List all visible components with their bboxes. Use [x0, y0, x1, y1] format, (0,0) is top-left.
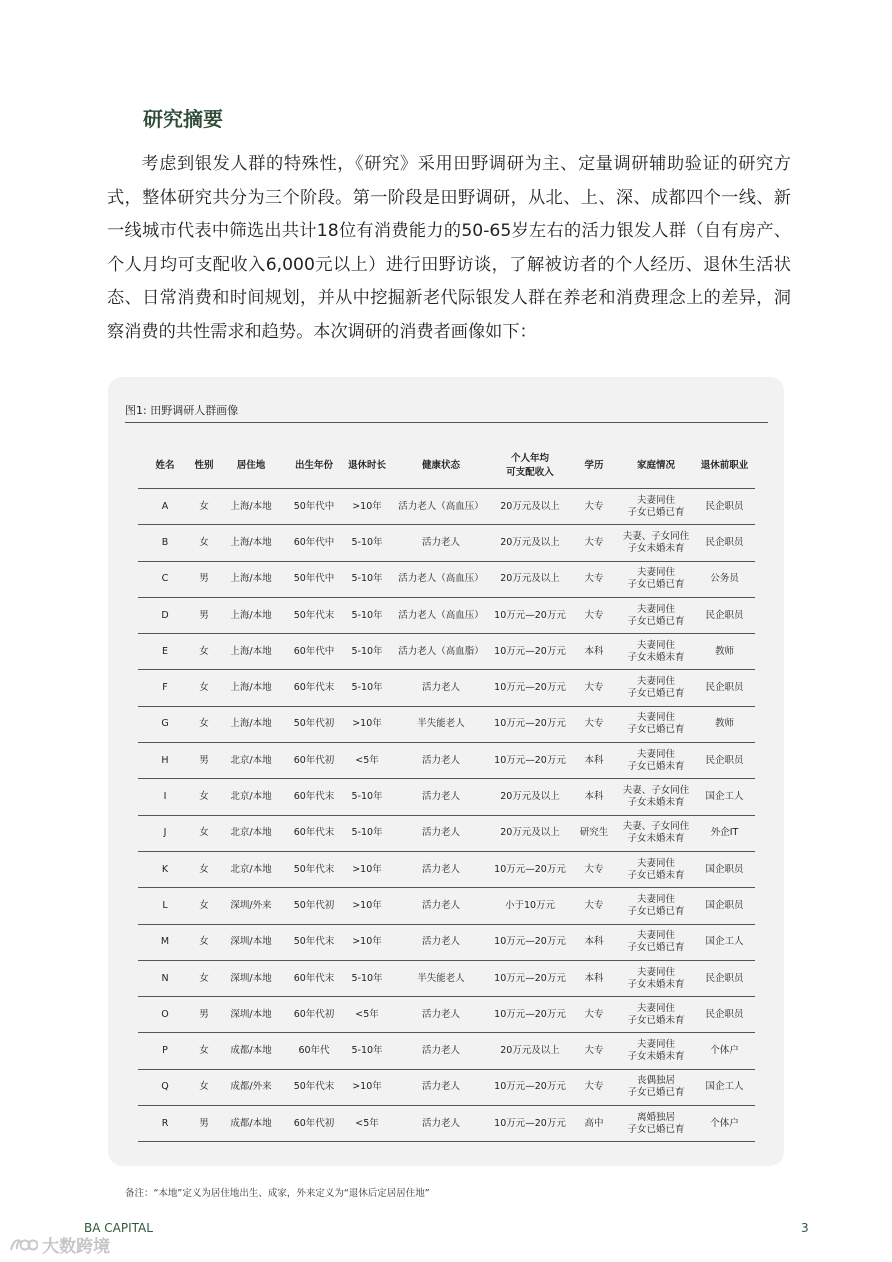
table-cell: >10年 [342, 706, 392, 742]
table-cell: 活力老人 [392, 1033, 490, 1069]
table-header-row [138, 443, 755, 489]
table-cell: 上海/本地 [216, 561, 286, 597]
table-cell: 本科 [570, 960, 618, 996]
table-cell: 研究生 [570, 815, 618, 851]
table-cell: G [138, 706, 192, 742]
table-cell: 大专 [570, 597, 618, 633]
table-cell: 公务员 [694, 561, 755, 597]
table-cell: 民企职员 [694, 597, 755, 633]
table-cell: 夫妻同住 子女未婚未育 [618, 1033, 694, 1069]
table-cell: 成都/本地 [216, 1106, 286, 1142]
table-cell: 女 [192, 851, 216, 887]
table-cell: 深圳/本地 [216, 924, 286, 960]
table-cell: 国企工人 [694, 1069, 755, 1105]
table-cell: 上海/本地 [216, 634, 286, 670]
table-cell: 深圳/本地 [216, 960, 286, 996]
table-cell: 20万元及以上 [490, 815, 570, 851]
table-cell: 上海/本地 [216, 670, 286, 706]
table-cell: 60年代初 [286, 997, 342, 1033]
table-cell: 5-10年 [342, 525, 392, 561]
table-cell: 大专 [570, 997, 618, 1033]
column-header: 健康状态 [392, 443, 490, 489]
table-cell: 活力老人（高血脂） [392, 634, 490, 670]
table-cell: 活力老人 [392, 743, 490, 779]
table-cell: 活力老人 [392, 525, 490, 561]
table-cell: 男 [192, 561, 216, 597]
table-cell: 高中 [570, 1106, 618, 1142]
table-cell: 大专 [570, 525, 618, 561]
table-cell: 民企职员 [694, 960, 755, 996]
table-cell: 活力老人（高血压） [392, 597, 490, 633]
table-cell: 活力老人 [392, 779, 490, 815]
column-header: 退休前职业 [694, 443, 755, 489]
table-cell: 活力老人 [392, 997, 490, 1033]
table-cell: 60年代末 [286, 960, 342, 996]
table-cell: C [138, 561, 192, 597]
table-row [138, 743, 755, 779]
persona-table [138, 443, 755, 1142]
section-title: 研究摘要 [143, 107, 223, 131]
table-cell: 深圳/本地 [216, 997, 286, 1033]
table-cell: 大专 [570, 670, 618, 706]
table-cell: 女 [192, 670, 216, 706]
table-cell: 女 [192, 1033, 216, 1069]
table-cell: 50年代中 [286, 489, 342, 525]
table-cell: 上海/本地 [216, 706, 286, 742]
table-cell: 女 [192, 1069, 216, 1105]
footer-brand: BA CAPITAL [84, 1221, 153, 1235]
body-paragraph: 考虑到银发人群的特殊性，《研究》采用田野调研为主、定量调研辅助验证的研究方式，整体研究共分为三个阶段。第一阶段是田野调研，从北、上、深、成都四个一线、新一线城市代表中筛选出共计18位有消费能力的50-65岁左右的活力银发人群（自有房产、个人月均可支配收入6,000元以上）进行田野访谈，了解被访者的个人经历、退休生活状态、日常消费和时间规划，并从中挖掘新老代际银发人群在养老和消费理念上的差异，洞察消费的共性需求和趋势。本次调研的消费者画像如下： [107, 154, 791, 342]
table-cell: 夫妻同住 子女已婚已育 [618, 561, 694, 597]
table-cell: 20万元及以上 [490, 489, 570, 525]
table-row [138, 888, 755, 924]
table-cell: 北京/本地 [216, 743, 286, 779]
table-row [138, 924, 755, 960]
table-cell: 60年代初 [286, 1106, 342, 1142]
table-cell: 50年代末 [286, 851, 342, 887]
table-cell: N [138, 960, 192, 996]
table-cell: 女 [192, 888, 216, 924]
table-cell: 女 [192, 779, 216, 815]
table-cell: 活力老人（高血压） [392, 489, 490, 525]
table-cell: 北京/本地 [216, 815, 286, 851]
table-cell: 5-10年 [342, 815, 392, 851]
table-cell: 20万元及以上 [490, 1033, 570, 1069]
table-cell: 5-10年 [342, 779, 392, 815]
table-cell: 10万元—20万元 [490, 924, 570, 960]
column-header: 个人年均 可支配收入 [490, 443, 570, 489]
table-cell: P [138, 1033, 192, 1069]
table-cell: 男 [192, 597, 216, 633]
table-cell: 夫妻、子女同住 子女未婚未育 [618, 525, 694, 561]
table-cell: 大专 [570, 489, 618, 525]
table-cell: 半失能老人 [392, 960, 490, 996]
table-cell: 活力老人 [392, 815, 490, 851]
table-cell: 活力老人 [392, 924, 490, 960]
table-cell: 国企工人 [694, 779, 755, 815]
table-cell: 夫妻、子女同住 子女未婚未育 [618, 815, 694, 851]
table-cell: 10万元—20万元 [490, 634, 570, 670]
table-cell: >10年 [342, 1069, 392, 1105]
table-cell: 成都/本地 [216, 1033, 286, 1069]
table-cell: 国企职员 [694, 851, 755, 887]
table-cell: E [138, 634, 192, 670]
table-cell: 民企职员 [694, 743, 755, 779]
table-row [138, 960, 755, 996]
table-cell: 个体户 [694, 1106, 755, 1142]
table-row [138, 561, 755, 597]
table-cell: F [138, 670, 192, 706]
table-cell: 男 [192, 997, 216, 1033]
table-cell: 夫妻同住 子女已婚已育 [618, 597, 694, 633]
table-cell: 夫妻同住 子女已婚已育 [618, 670, 694, 706]
table-cell: 男 [192, 743, 216, 779]
table-cell: 本科 [570, 924, 618, 960]
table-cell: 夫妻同住 子女已婚已育 [618, 706, 694, 742]
table-cell: M [138, 924, 192, 960]
table-cell: 民企职员 [694, 489, 755, 525]
table-cell: D [138, 597, 192, 633]
table-cell: 10万元—20万元 [490, 997, 570, 1033]
table-cell: 60年代 [286, 1033, 342, 1069]
table-cell: 10万元—20万元 [490, 597, 570, 633]
table-row [138, 489, 755, 525]
table-cell: 10万元—20万元 [490, 960, 570, 996]
table-cell: 深圳/外来 [216, 888, 286, 924]
table-cell: 50年代末 [286, 597, 342, 633]
table-cell: 5-10年 [342, 960, 392, 996]
table-cell: 大专 [570, 1033, 618, 1069]
table-cell: 20万元及以上 [490, 779, 570, 815]
table-cell: 上海/本地 [216, 525, 286, 561]
table-cell: 民企职员 [694, 997, 755, 1033]
table-cell: 女 [192, 489, 216, 525]
table-cell: 活力老人 [392, 851, 490, 887]
table-cell: 5-10年 [342, 597, 392, 633]
table-cell: 教师 [694, 706, 755, 742]
table-cell: 半失能老人 [392, 706, 490, 742]
table-cell: 女 [192, 815, 216, 851]
table-cell: 国企职员 [694, 888, 755, 924]
table-cell: J [138, 815, 192, 851]
table-cell: L [138, 888, 192, 924]
watermark [8, 1232, 110, 1257]
table-cell: >10年 [342, 888, 392, 924]
column-header: 学历 [570, 443, 618, 489]
column-header: 家庭情况 [618, 443, 694, 489]
table-cell: 5-10年 [342, 634, 392, 670]
table-row [138, 597, 755, 633]
page-number: 3 [801, 1221, 809, 1235]
table-cell: I [138, 779, 192, 815]
table-cell: K [138, 851, 192, 887]
table-cell: 女 [192, 706, 216, 742]
table-row [138, 525, 755, 561]
table-cell: 10万元—20万元 [490, 706, 570, 742]
table-cell: 上海/本地 [216, 597, 286, 633]
table-cell: 夫妻同住 子女已婚未育 [618, 997, 694, 1033]
table-cell: 本科 [570, 634, 618, 670]
table-cell: 5-10年 [342, 670, 392, 706]
table-cell: 20万元及以上 [490, 561, 570, 597]
table-cell: 50年代末 [286, 1069, 342, 1105]
table-cell: 上海/本地 [216, 489, 286, 525]
column-header: 居住地 [216, 443, 286, 489]
table-cell: 女 [192, 960, 216, 996]
table-cell: H [138, 743, 192, 779]
table-cell: 10万元—20万元 [490, 851, 570, 887]
table-cell: <5年 [342, 1106, 392, 1142]
table-cell: A [138, 489, 192, 525]
table-cell: 女 [192, 634, 216, 670]
table-cell: 5-10年 [342, 561, 392, 597]
table-cell: 民企职员 [694, 525, 755, 561]
table-cell: 10万元—20万元 [490, 670, 570, 706]
table-cell: 丧偶独居 子女已婚已育 [618, 1069, 694, 1105]
table-cell: 夫妻同住 子女已婚已育 [618, 489, 694, 525]
table-row [138, 779, 755, 815]
table-cell: 夫妻、子女同住 子女未婚未育 [618, 779, 694, 815]
table-cell: R [138, 1106, 192, 1142]
table-cell: 夫妻同住 子女未婚未育 [618, 634, 694, 670]
table-cell: 夫妻同住 子女已婚已育 [618, 924, 694, 960]
figure-footnote: 备注：“本地”定义为居住地出生、成家，外来定义为“退休后定居居住地” [125, 1188, 430, 1199]
table-cell: 小于10万元 [490, 888, 570, 924]
column-header: 退休时长 [342, 443, 392, 489]
table-cell: Q [138, 1069, 192, 1105]
figure-title-rule [125, 422, 768, 423]
table-cell: 50年代末 [286, 924, 342, 960]
table-cell: 50年代中 [286, 561, 342, 597]
table-row [138, 851, 755, 887]
table-cell: 本科 [570, 779, 618, 815]
table-cell: 女 [192, 924, 216, 960]
table-cell: 大专 [570, 888, 618, 924]
table-row [138, 1033, 755, 1069]
table-cell: 20万元及以上 [490, 525, 570, 561]
table-cell: 大专 [570, 706, 618, 742]
table-cell: O [138, 997, 192, 1033]
table-row [138, 634, 755, 670]
table-cell: 成都/外来 [216, 1069, 286, 1105]
table-cell: 教师 [694, 634, 755, 670]
table-cell: 60年代中 [286, 634, 342, 670]
table-cell: 大专 [570, 561, 618, 597]
table-row [138, 1106, 755, 1142]
table-cell: >10年 [342, 924, 392, 960]
watermark-logo-icon [8, 1235, 38, 1255]
table-cell: 50年代初 [286, 888, 342, 924]
table-row [138, 815, 755, 851]
table-cell: 外企IT [694, 815, 755, 851]
watermark-text: 大数跨境 [42, 1237, 110, 1257]
table-cell: 活力老人 [392, 1069, 490, 1105]
table-cell: 夫妻同住 子女未婚未育 [618, 960, 694, 996]
column-header: 姓名 [138, 443, 192, 489]
table-cell: 北京/本地 [216, 779, 286, 815]
table-cell: 大专 [570, 1069, 618, 1105]
table-cell: 国企工人 [694, 924, 755, 960]
table-cell: 夫妻同住 子女已婚未育 [618, 743, 694, 779]
table-cell: 5-10年 [342, 1033, 392, 1069]
table-cell: 北京/本地 [216, 851, 286, 887]
table-cell: 60年代中 [286, 525, 342, 561]
table-cell: 女 [192, 525, 216, 561]
table-cell: 本科 [570, 743, 618, 779]
table-cell: 10万元—20万元 [490, 1069, 570, 1105]
table-row [138, 1069, 755, 1105]
table-row [138, 670, 755, 706]
column-header: 性别 [192, 443, 216, 489]
table-cell: 活力老人 [392, 888, 490, 924]
table-cell: <5年 [342, 997, 392, 1033]
table-cell: 活力老人 [392, 1106, 490, 1142]
table-cell: B [138, 525, 192, 561]
column-header: 出生年份 [286, 443, 342, 489]
table-cell: 男 [192, 1106, 216, 1142]
table-row [138, 706, 755, 742]
table-cell: 夫妻同住 子女已婚未育 [618, 851, 694, 887]
table-cell: 活力老人 [392, 670, 490, 706]
table-cell: 民企职员 [694, 670, 755, 706]
table-row [138, 997, 755, 1033]
table-cell: 个体户 [694, 1033, 755, 1069]
table-cell: 活力老人（高血压） [392, 561, 490, 597]
figure-title: 图1: 田野调研人群画像 [125, 404, 239, 417]
table-cell: >10年 [342, 489, 392, 525]
table-cell: 10万元—20万元 [490, 1106, 570, 1142]
table-cell: <5年 [342, 743, 392, 779]
table-cell: 60年代末 [286, 670, 342, 706]
table-cell: 50年代初 [286, 706, 342, 742]
table-cell: 10万元—20万元 [490, 743, 570, 779]
table-cell: 夫妻同住 子女已婚已育 [618, 888, 694, 924]
table-cell: 60年代末 [286, 779, 342, 815]
table-cell: 60年代初 [286, 743, 342, 779]
table-cell: 离婚独居 子女已婚已育 [618, 1106, 694, 1142]
table-cell: >10年 [342, 851, 392, 887]
table-cell: 60年代末 [286, 815, 342, 851]
table-cell: 大专 [570, 851, 618, 887]
